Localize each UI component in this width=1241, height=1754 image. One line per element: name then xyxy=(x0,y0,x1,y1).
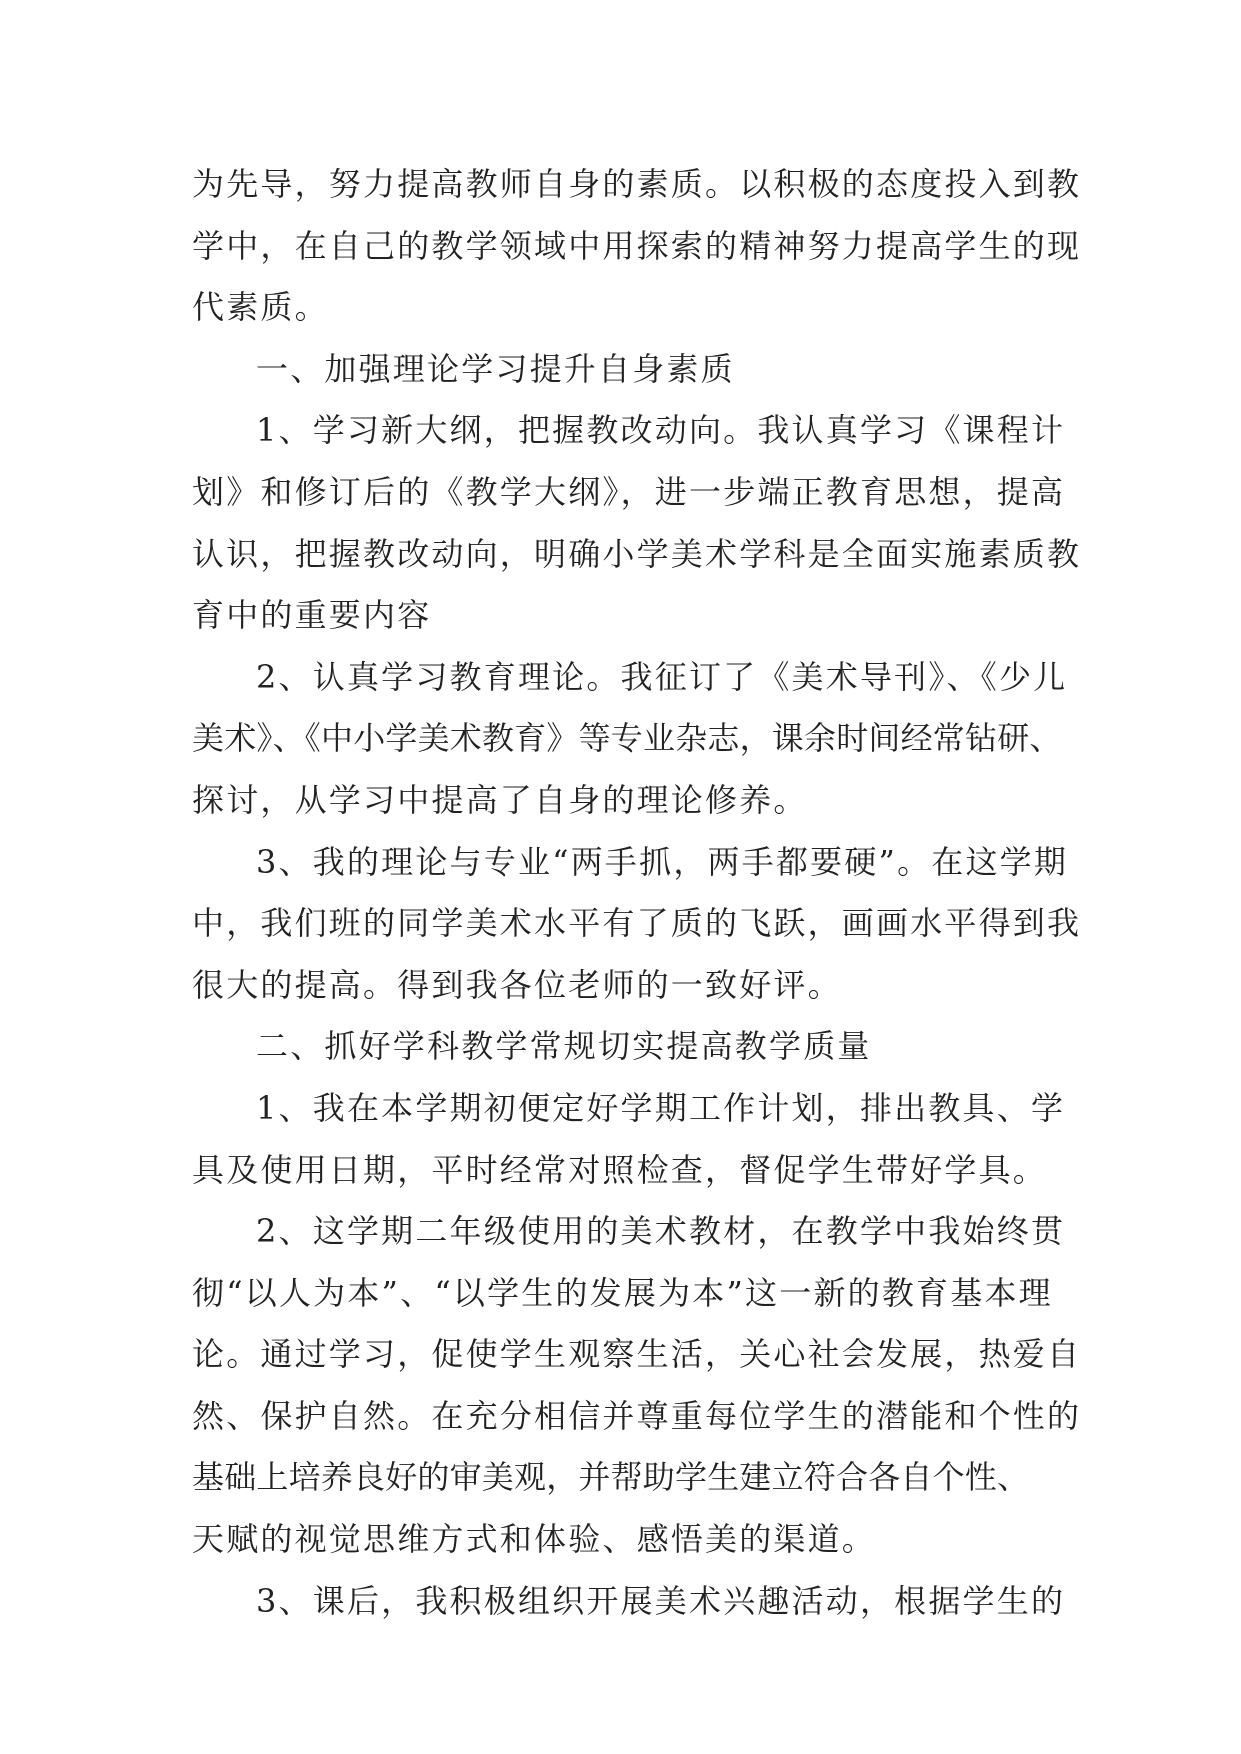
text-line: 美术》、《中小学美术教育》等专业杂志，课余时间经常钻研、 xyxy=(192,719,1062,758)
section-heading: 一、加强理论学习提升自身素质 xyxy=(256,349,735,388)
text-line: 为先导，努力提高教师自身的素质。以积极的态度投入到教 xyxy=(192,165,1082,203)
text-line: 代素质。 xyxy=(192,288,329,327)
text-line: 认识，把握教改动向，明确小学美术学科是全面实施素质教 xyxy=(192,534,1082,573)
text-line: 3、课后，我积极组织开展美术兴趣活动，根据学生的 xyxy=(256,1581,1066,1620)
text-line: 2、这学期二年级使用的美术教材，在教学中我始终贯 xyxy=(256,1212,1066,1251)
text-line: 1、学习新大纲，把握教改动向。我认真学习《课程计 xyxy=(256,411,1066,450)
text-line: 基础上培养良好的审美观，并帮助学生建立符合各自个性、 xyxy=(192,1458,1030,1497)
text-line: 2、认真学习教育理论。我征订了《美术导刊》、《少儿 xyxy=(256,657,1068,696)
text-line: 1、我在本学期初便定好学期工作计划，排出教具、学 xyxy=(256,1088,1066,1127)
text-line: 具及使用日期，平时经常对照检查，督促学生带好学具。 xyxy=(192,1150,1048,1189)
text-line: 彻“以人为本”、“以学生的发展为本”这一新的教育基本理 xyxy=(192,1273,1053,1312)
text-line: 育中的重要内容 xyxy=(192,596,432,635)
text-line: 学中，在自己的教学领域中用探索的精神努力提高学生的现 xyxy=(192,226,1082,265)
text-line: 很大的提高。得到我各位老师的一致好评。 xyxy=(192,965,842,1004)
text-line: 探讨，从学习中提高了自身的理论修养。 xyxy=(192,780,808,819)
text-line: 中，我们班的同学美术水平有了质的飞跃，画画水平得到我 xyxy=(192,904,1082,943)
text-line: 论。通过学习，促使学生观察生活，关心社会发展，热爱自 xyxy=(192,1335,1082,1374)
text-line: 天赋的视觉思维方式和体验、感悟美的渠道。 xyxy=(192,1520,877,1559)
text-line: 划》和修订后的《教学大纲》，进一步端正教育思想，提高 xyxy=(192,472,1066,511)
text-line: 3、我的理论与专业“两手抓，两手都要硬”。在这学期 xyxy=(256,842,1069,881)
section-heading: 二、抓好学科教学常规切实提高教学质量 xyxy=(256,1027,872,1066)
document-body xyxy=(192,154,1082,1632)
text-line: 然、保护自然。在充分相信并尊重每位学生的潜能和个性的 xyxy=(192,1396,1082,1435)
